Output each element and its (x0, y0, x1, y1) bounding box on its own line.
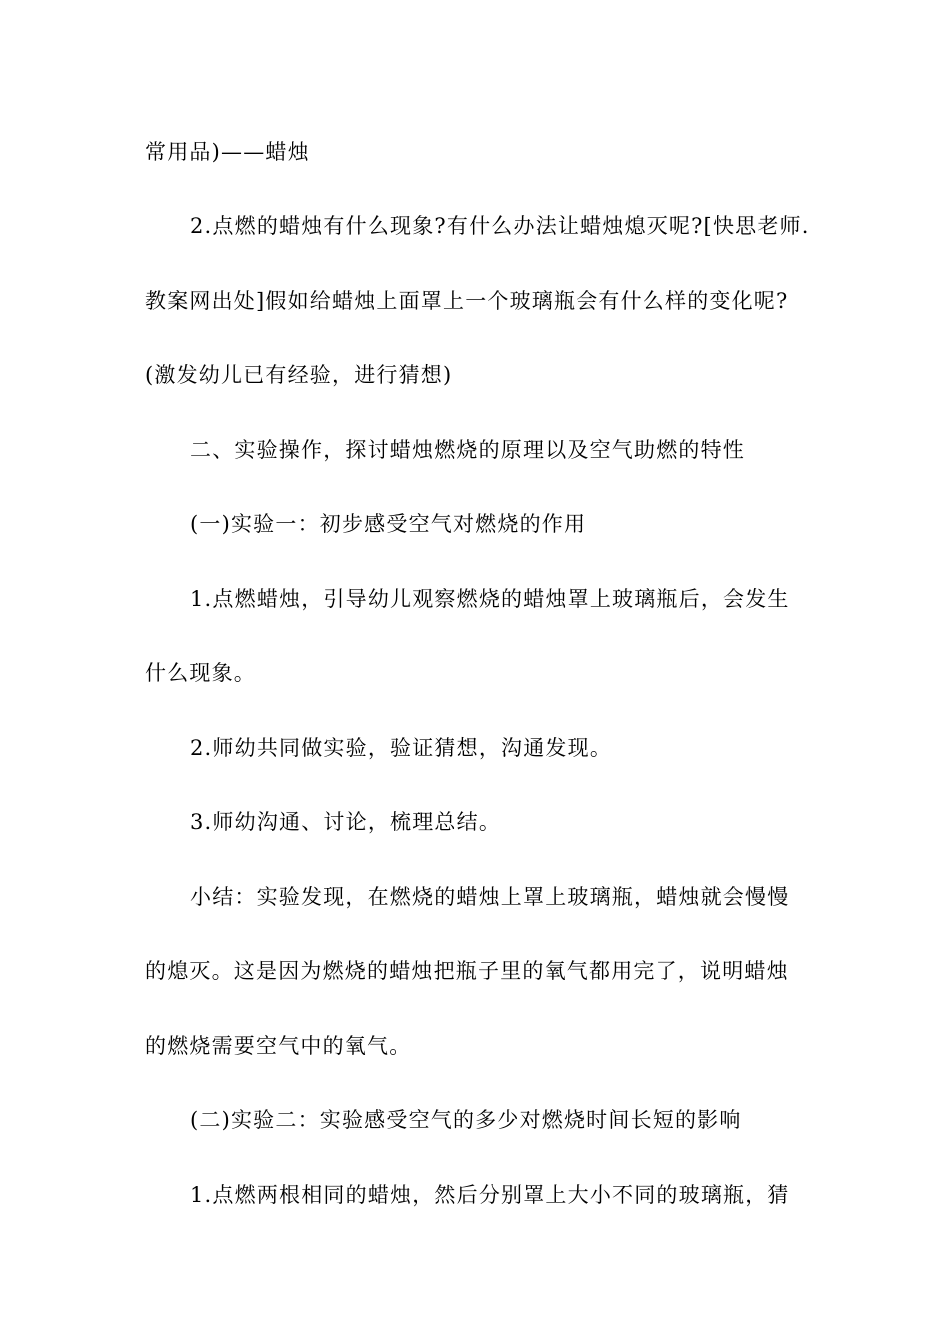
text-line: 3.师幼沟通、讨论，梳理总结。 (190, 810, 502, 834)
summary-line: 小结：实验发现，在燃烧的蜡烛上罩上玻璃瓶，蜡烛就会慢慢 (190, 885, 790, 909)
subsection-heading: (二)实验二：实验感受空气的多少对燃烧时间长短的影响 (190, 1108, 742, 1132)
summary-line: 的燃烧需要空气中的氧气。 (145, 1034, 412, 1058)
text-line: 1.点燃两根相同的蜡烛，然后分别罩上大小不同的玻璃瓶，猜 (190, 1183, 790, 1207)
text-line: 2.点燃的蜡烛有什么现象?有什么办法让蜡烛熄灭呢?[快思老师. (190, 214, 810, 238)
text-line: (激发幼儿已有经验，进行猜想) (145, 363, 453, 387)
text-line: 教案网出处]假如给蜡烛上面罩上一个玻璃瓶会有什么样的变化呢? (145, 289, 789, 313)
text-line: 什么现象。 (145, 661, 256, 685)
text-line: 常用品)——蜡烛 (145, 140, 310, 164)
text-line: 2.师幼共同做实验，验证猜想，沟通发现。 (190, 736, 613, 760)
text-line: 1.点燃蜡烛，引导幼儿观察燃烧的蜡烛罩上玻璃瓶后，会发生 (190, 587, 790, 611)
summary-line: 的熄灭。这是因为燃烧的蜡烛把瓶子里的氧气都用完了，说明蜡烛 (145, 959, 789, 983)
subsection-heading: (一)实验一：初步感受空气对燃烧的作用 (190, 512, 587, 536)
section-heading: 二、实验操作，探讨蜡烛燃烧的原理以及空气助燃的特性 (190, 438, 745, 462)
